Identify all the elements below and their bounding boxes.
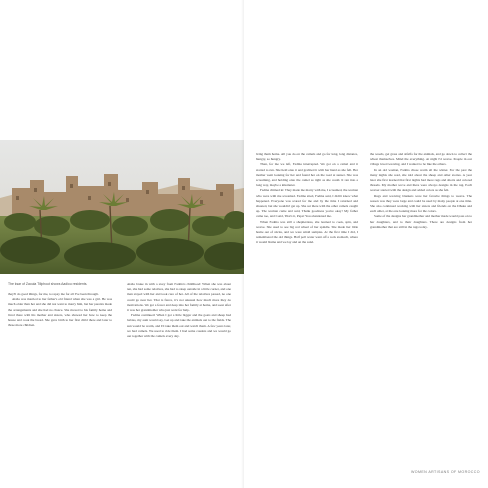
paragraph: Aisha broke in with a story from Fadma's childhood: When she was about ten, she had some relatives, she had to sleep outside in a little corner, and one man stayed with her and took care of her. All of the relatives passed, no one could go near her. That is fierce, it's not unusual how much more they do motivations. We got a fewer and deep into her family at home, and soon after it was her grandmother who just went for help. — [127, 282, 231, 313]
text-column-left-1 — [8, 282, 112, 328]
text-column-right-1 — [256, 152, 358, 246]
right-page — [244, 0, 488, 488]
text-column-left-2 — [127, 282, 231, 339]
footer-right: WOMEN ARTISANS OF MOROCCO — [410, 470, 480, 474]
photo-caption: The ksar of Zaouia Tiliphout shows Aadiou residents. — [8, 282, 88, 286]
paragraph: Then, for me we left, Fadma interrupted. We got on a camel and it started to run. She held onto it and grabbed it with her hand as she fell. Her mother went looking for her and found her on the road at sunset. She was screaming, and holding onto the camel as tight as she could. It ran into a long way, maybe a kilometer. — [256, 162, 358, 188]
paragraph: In an old woman, Fadma chose warm all the winter. For the past the many nights she read, she told about the sheep and other stories. A year later she first learned that first nights had more rugs and shorts and colored threads. My mother wove and there were always designs in the rug. Each weaver started with the design and added colors as she felt. — [370, 167, 472, 193]
paragraph: bring them home. All you do on the camels and go for long, long distance, hungry, so hungry. — [256, 152, 358, 162]
paragraph: the weeds, get grass and alfalfa for the animals, and go down to collect the wheat themselves. Mind the everything. At night I'd weave. People in our village loved weaving, and I wanted to be like the others. — [370, 152, 472, 167]
landscape-photo — [0, 140, 244, 274]
paragraph: Aisha was married to her father's old friend when she was a girl. He was much older than her and she did not want to marry him, but her parents made the arrangements and she had no choice. She moved to his family home and lived there with his mother and sisters, who showed her how to keep the house and cook the bread. She gave birth to her first child there and later to three more children. — [8, 297, 112, 328]
paragraph: Fadma continued: When I got a little bigger and the goats and sheep had babies, my aunt would say, Get up and take the animals out to the fields. The sun would be warm, and I'd take them out and watch them. A few years later, we had camels. We used to ride them. I had some cousins and we would go out together with the camels every day. — [127, 313, 231, 339]
text-column-right-2 — [370, 152, 472, 230]
paragraph: When Fadma was still a shepherdess, she learned to cook, spin, and weave. She used to see big red wheel of her spindle. She made her little home out of sticks, and we were small samples. At the first time I did, I remembered the old things. Half poll water went off a rock stomach, where it would blame and we lay and on the sand. — [256, 219, 358, 245]
paragraph: Fadma chimed in: They made me marry with me, I screamed, the woman who were with me screamed. Fadma sited, Fadma said, I didn't know what happened. Everyone was scared for me and by the time I returned and shouted, but she wouldn't get up. She sat there with the other camels caught up. The woman came and said, Thank goodness you're okay! My father came too, and I said, That's it, Papa! You abandoned me. — [256, 188, 358, 219]
paragraph: they'll do good things, for me, to repay me for all I've been through. — [8, 292, 99, 296]
paragraph: Rugs and weaving blankets were her favorite things to weave. The reason was they were large and could be used by many people at one time. She also continued working with her sisters and friends on the Dhaka and each other, at the one looking more for the colors. — [370, 193, 472, 214]
paragraph: Some of the designs her grandmother and mother made would pass on to her daughters, and to their daughters. There are designs from her grandmother that are still in the rugs today. — [370, 214, 472, 229]
ksar-photo-illustration — [0, 140, 244, 274]
